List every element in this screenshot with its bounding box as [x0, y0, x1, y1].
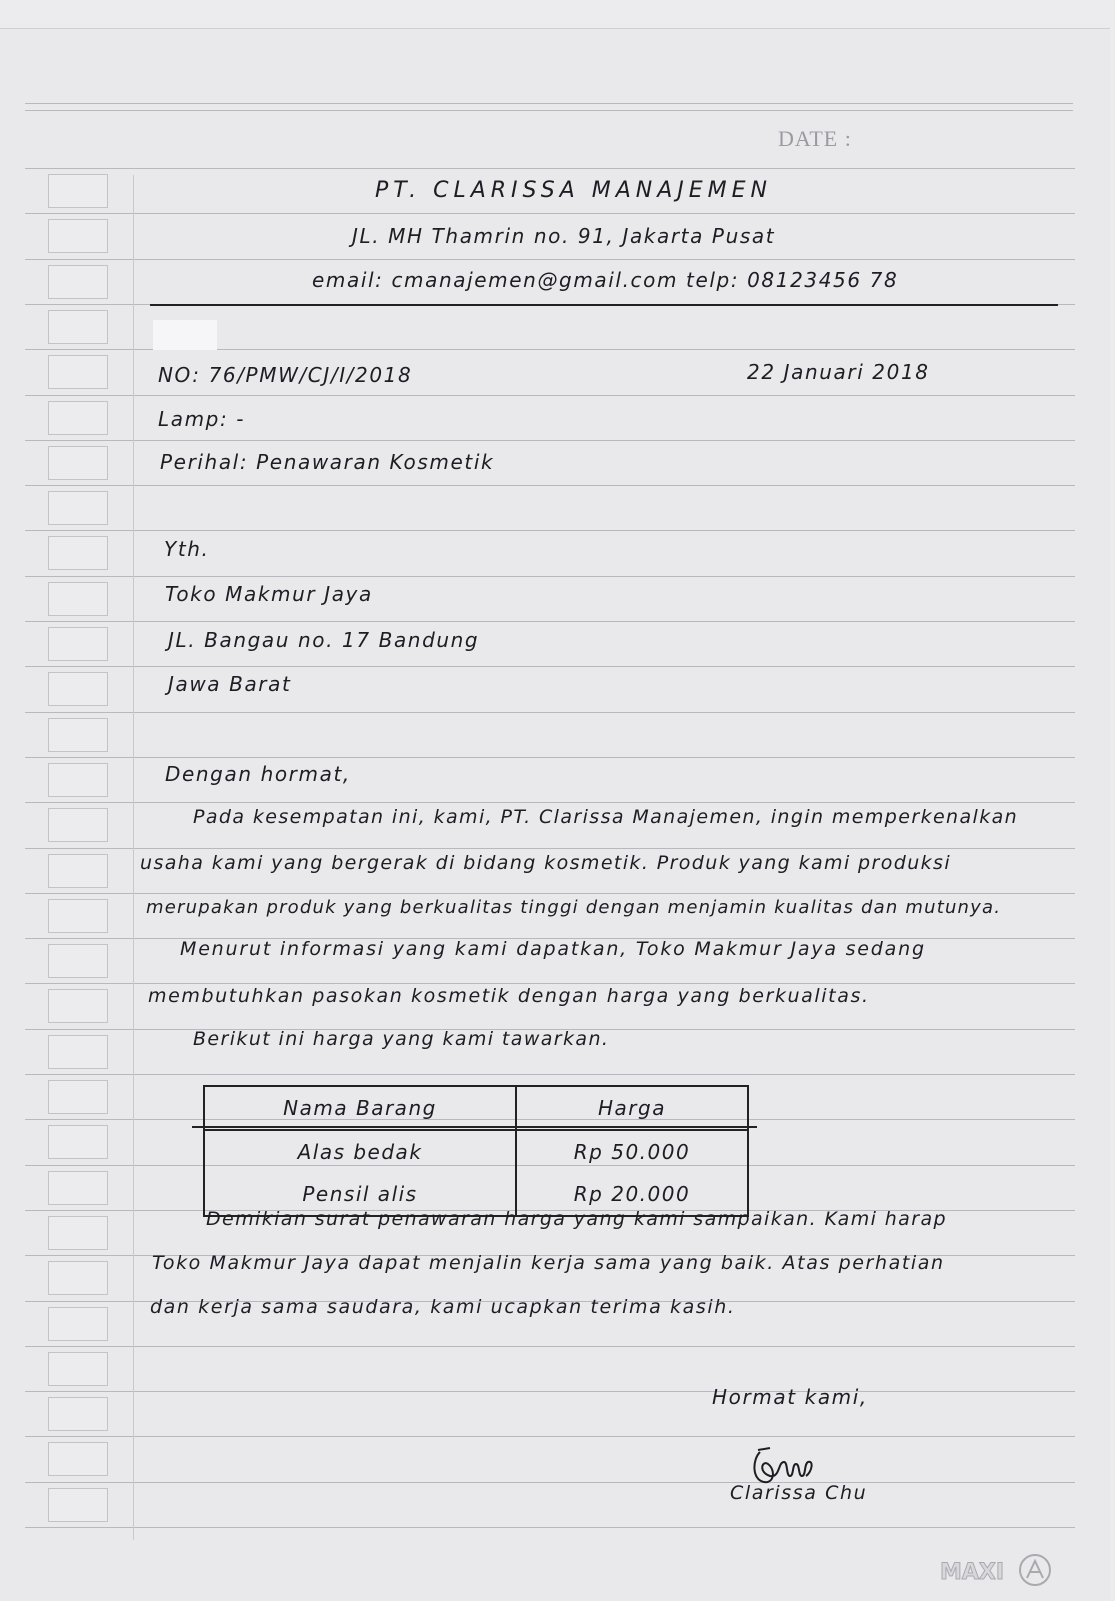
subject-line: Perihal: Penawaran Kosmetik	[160, 450, 495, 474]
header-item: Nama Barang	[204, 1086, 516, 1130]
company-address: JL. MH Thamrin no. 91, Jakarta Pusat	[352, 224, 776, 248]
row-item: Alas bedak	[204, 1130, 516, 1173]
table-row	[204, 1130, 748, 1173]
brand-emblem-icon	[1018, 1553, 1052, 1587]
margin-box	[48, 265, 108, 299]
margin-box	[48, 944, 108, 978]
row-price: Rp 50.000	[516, 1130, 748, 1173]
margin-box	[48, 491, 108, 525]
ruled-line	[25, 168, 1075, 169]
signature-name: Clarissa Chu	[730, 1482, 868, 1504]
ruled-line	[25, 712, 1075, 713]
margin-box	[48, 446, 108, 480]
margin-box	[48, 1307, 108, 1341]
recipient-yth: Yth.	[164, 537, 210, 561]
ruled-line	[25, 621, 1075, 622]
margin-box	[48, 536, 108, 570]
margin-box	[48, 1171, 108, 1205]
closing-line-3: dan kerja sama saudara, kami ucapkan terima kasih.	[150, 1296, 736, 1318]
paragraph-2-line-2: membutuhkan pasokan kosmetik dengan harga yang berkualitas.	[148, 985, 870, 1007]
ruled-line	[25, 213, 1075, 214]
ruled-line	[25, 576, 1075, 577]
margin-box	[48, 808, 108, 842]
margin-box	[48, 1080, 108, 1114]
attachment-line: Lamp: -	[158, 407, 246, 431]
paragraph-1-line-2: usaha kami yang bergerak di bidang kosmetik. Produk yang kami produksi	[140, 852, 952, 874]
margin-box	[48, 854, 108, 888]
ruled-line	[25, 395, 1075, 396]
margin-box	[48, 1397, 108, 1431]
date-label: DATE :	[778, 126, 852, 151]
margin-box	[48, 1035, 108, 1069]
margin-box	[48, 1125, 108, 1159]
margin-box	[48, 1352, 108, 1386]
signature-salutation: Hormat kami,	[712, 1385, 868, 1409]
margin-box	[48, 355, 108, 389]
correction-patch	[153, 320, 217, 350]
letter-date: 22 Januari 2018	[747, 360, 930, 384]
closing-line-1: Demikian surat penawaran harga yang kami sampaikan. Kami harap	[206, 1208, 947, 1230]
margin-box	[48, 1261, 108, 1295]
ruled-line	[25, 1074, 1075, 1075]
company-name: PT. CLARISSA MANAJEMEN	[375, 178, 772, 203]
margin-box	[48, 582, 108, 616]
margin-box	[48, 1216, 108, 1250]
ruled-line	[25, 440, 1075, 441]
header-price: Harga	[516, 1086, 748, 1130]
ruled-line	[25, 110, 1073, 111]
greeting: Dengan hormat,	[165, 762, 351, 786]
ruled-line	[25, 103, 1073, 104]
closing-line-2: Toko Makmur Jaya dapat menjalin kerja sama yang baik. Atas perhatian	[152, 1252, 945, 1274]
paragraph-1-line-1: Pada kesempatan ini, kami, PT. Clarissa Manajemen, ingin memperkenalkan	[193, 806, 1019, 828]
row-item: Pensil alis	[204, 1173, 516, 1216]
ruled-line	[25, 1346, 1075, 1347]
ruled-line	[25, 983, 1075, 984]
row-price: Rp 20.000	[516, 1173, 748, 1216]
margin-box	[48, 174, 108, 208]
margin-box	[48, 401, 108, 435]
ruled-line	[25, 893, 1075, 894]
margin-line	[133, 175, 134, 1540]
paragraph-3: Berikut ini harga yang kami tawarkan.	[193, 1028, 610, 1050]
ruled-line	[25, 1391, 1075, 1392]
recipient-name: Toko Makmur Jaya	[165, 582, 373, 606]
ruled-line	[25, 1436, 1075, 1437]
ruled-line	[25, 802, 1075, 803]
margin-box	[48, 718, 108, 752]
margin-box	[48, 1488, 108, 1522]
letter-number: NO: 76/PMW/CJ/I/2018	[158, 363, 413, 387]
ruled-line	[25, 259, 1075, 260]
margin-box	[48, 310, 108, 344]
paper-brand-logo: MAXI	[940, 1560, 1005, 1585]
price-table-header	[204, 1086, 748, 1130]
margin-box	[48, 763, 108, 797]
margin-box	[48, 1442, 108, 1476]
paragraph-1-line-3: merupakan produk yang berkualitas tinggi dengan menjamin kualitas dan mutunya.	[146, 897, 1002, 918]
ruled-line	[25, 666, 1075, 667]
margin-box	[48, 899, 108, 933]
ruled-line	[25, 848, 1075, 849]
company-contact: email: cmanajemen@gmail.com telp: 08123456 78	[312, 268, 899, 292]
letterhead-divider	[150, 304, 1058, 306]
recipient-province: Jawa Barat	[168, 672, 292, 696]
margin-box	[48, 627, 108, 661]
margin-box	[48, 672, 108, 706]
recipient-street: JL. Bangau no. 17 Bandung	[168, 628, 480, 652]
paragraph-2-line-1: Menurut informasi yang kami dapatkan, Toko Makmur Jaya sedang	[180, 938, 926, 960]
ruled-line	[25, 485, 1075, 486]
margin-box	[48, 219, 108, 253]
ruled-line	[25, 530, 1075, 531]
margin-box	[48, 989, 108, 1023]
ruled-line	[25, 1482, 1075, 1483]
ruled-line	[25, 1527, 1075, 1528]
price-table	[203, 1085, 749, 1217]
ruled-line	[25, 757, 1075, 758]
